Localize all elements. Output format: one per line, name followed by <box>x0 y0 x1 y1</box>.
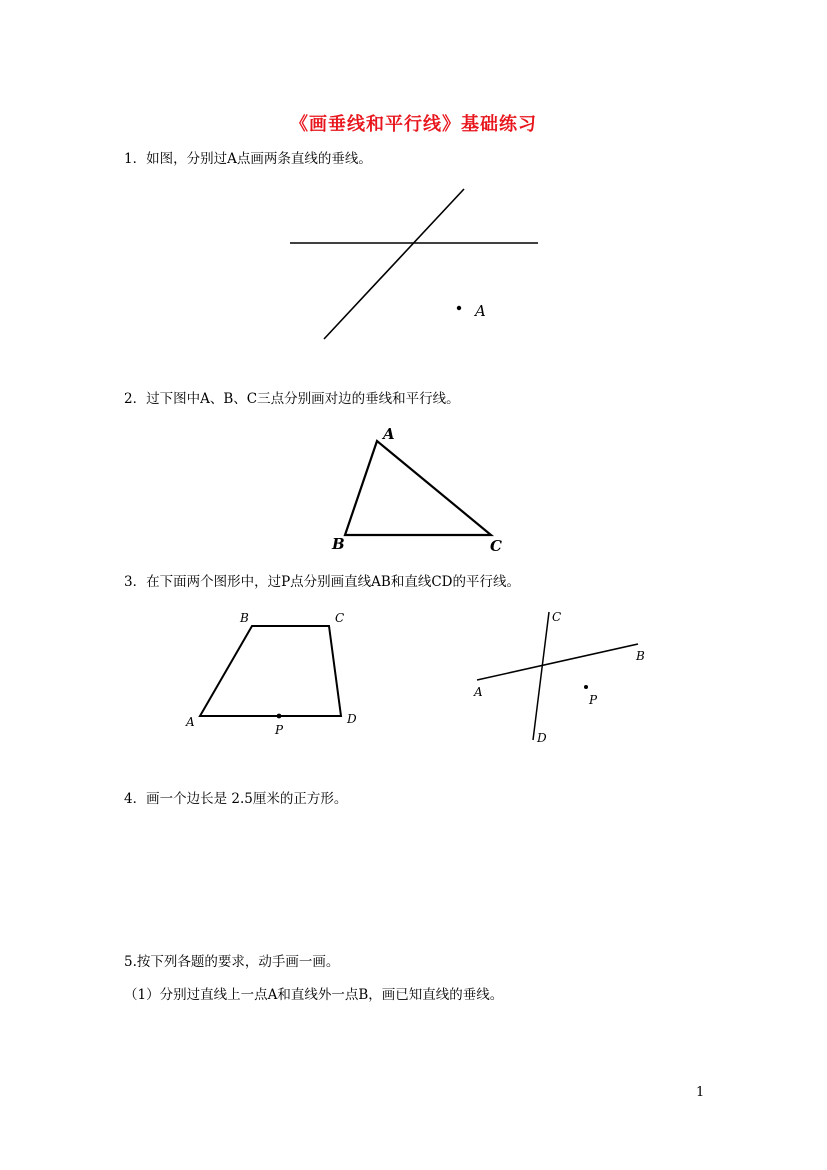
line-ab <box>477 644 638 680</box>
point-a-dot <box>457 306 461 310</box>
point-b-label: B <box>636 649 645 663</box>
question-5: 5.按下列各题的要求，动手画一画。 <box>124 954 340 970</box>
page-title: 《画垂线和平行线》基础练习 <box>290 114 537 135</box>
figure-3a-trapezoid <box>180 605 380 755</box>
point-p-label: P <box>589 693 598 707</box>
vertex-d-label: D <box>347 712 357 726</box>
vertex-c-label: C <box>335 611 345 625</box>
point-a-label: A <box>474 685 483 699</box>
vertex-b-label: B <box>240 611 249 625</box>
vertex-a-label: A <box>186 715 195 729</box>
diagonal-line <box>324 189 464 339</box>
figure-2-triangle <box>320 420 520 560</box>
trapezoid-abcd <box>200 626 341 716</box>
question-1: 1．如图，分别过A点画两条直线的垂线。 <box>124 151 372 167</box>
question-4: 4．画一个边长是 2.5厘米的正方形。 <box>124 791 348 807</box>
point-c-label: C <box>552 610 562 624</box>
vertex-a-label: A <box>383 425 395 443</box>
page-number: 1 <box>696 1085 705 1100</box>
point-a-label: A <box>475 302 486 320</box>
line-cd <box>533 612 549 740</box>
triangle-abc <box>345 441 491 535</box>
vertex-b-label: B <box>332 535 345 553</box>
question-3: 3．在下面两个图形中，过P点分别画直线AB和直线CD的平行线。 <box>124 574 520 590</box>
point-p-label: P <box>275 723 284 737</box>
point-p-dot <box>277 714 282 719</box>
point-p-dot <box>584 685 588 689</box>
question-5-part-1: （1）分别过直线上一点A和直线外一点B，画已知直线的垂线。 <box>124 987 504 1003</box>
question-2: 2．过下图中A、B、C三点分别画对边的垂线和平行线。 <box>124 391 460 407</box>
figure-3b-crossing-lines <box>465 605 665 755</box>
vertex-c-label: C <box>490 537 502 555</box>
figure-1-intersecting-lines <box>280 180 550 350</box>
point-d-label: D <box>537 731 547 745</box>
